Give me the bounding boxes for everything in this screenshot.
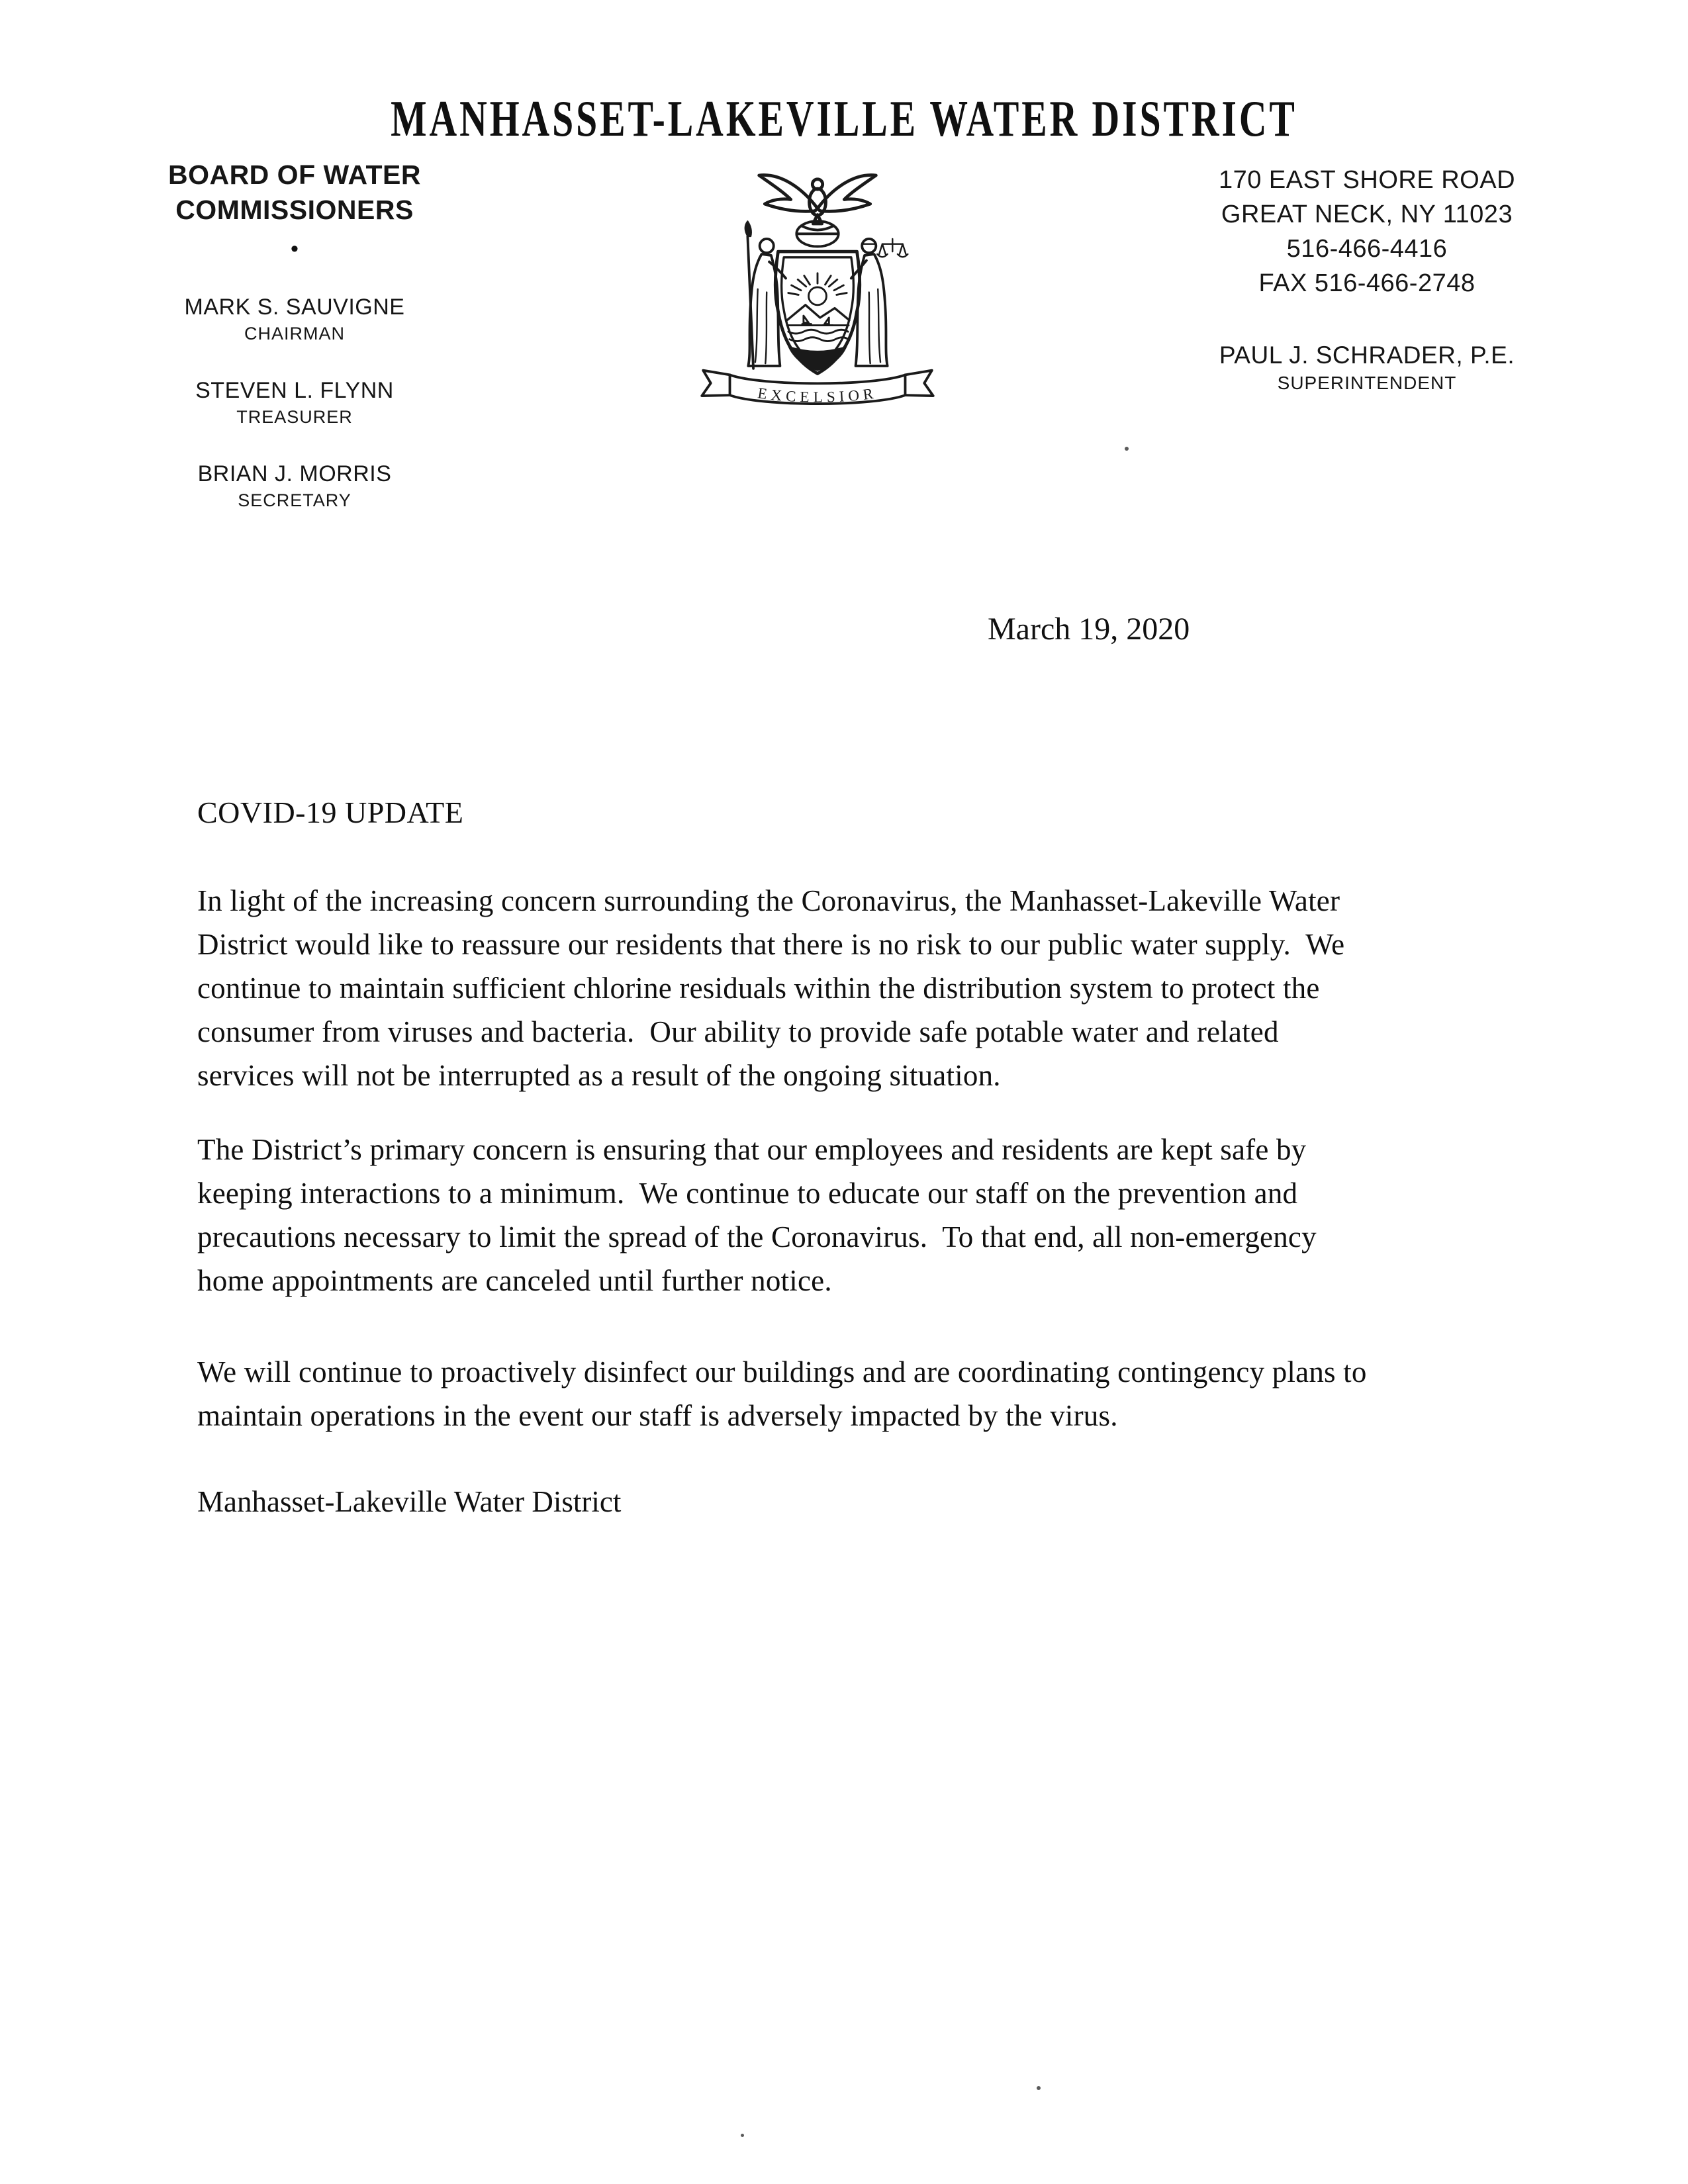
paragraph-line: services will not be interrupted as a result of the ongoing situation. <box>197 1059 1001 1092</box>
board-of-commissioners-column <box>149 158 440 512</box>
paragraph-line: We will continue to proactively disinfect our buildings and are coordinating contingency plans to <box>197 1355 1367 1388</box>
svg-text:EXCELSIOR <box>757 384 878 405</box>
letter-body <box>197 794 1495 1524</box>
board-member-title: CHAIRMAN <box>244 324 345 343</box>
paragraph-line: consumer from viruses and bacteria. Our ability to provide safe potable water and related <box>197 1015 1279 1048</box>
paragraph-line: keeping interactions to a minimum. We continue to educate our staff on the prevention and <box>197 1177 1298 1210</box>
shield-icon <box>775 251 860 373</box>
address-line1: 170 EAST SHORE ROAD <box>1218 166 1516 194</box>
board-heading-line1: BOARD OF WATER <box>167 159 422 190</box>
phone-number: 516-466-4416 <box>1286 235 1448 263</box>
body-paragraph-2 <box>197 1128 1495 1302</box>
body-paragraph-3 <box>197 1350 1495 1437</box>
paragraph-line: maintain operations in the event our staff is adversely impacted by the virus. <box>197 1399 1118 1432</box>
letterhead-title-row <box>0 91 1688 148</box>
subject-line: COVID-19 UPDATE <box>197 796 464 829</box>
river-boats-icon <box>787 316 849 341</box>
seal-motto-text: EXCELSIOR <box>757 384 878 406</box>
excelsior-banner <box>702 371 933 406</box>
sun-icon <box>788 273 847 305</box>
shield-base <box>788 345 847 371</box>
fax-number: FAX 516-466-2748 <box>1258 269 1476 297</box>
board-member-title: TREASURER <box>236 407 353 427</box>
board-member <box>149 293 440 345</box>
bullet-separator: • <box>291 236 299 261</box>
paragraph-line: continue to maintain sufficient chlorine residuals within the distribution system to protect the <box>197 972 1320 1005</box>
scan-speck <box>1037 2086 1041 2090</box>
scan-speck <box>741 2134 744 2137</box>
superintendent-block <box>1137 340 1597 396</box>
ny-state-coat-of-arms <box>690 156 945 416</box>
board-member-title: SECRETARY <box>238 490 352 510</box>
paragraph-line: The District’s primary concern is ensuring that our employees and residents are kept safe by <box>197 1133 1307 1166</box>
liberty-figure-icon <box>745 221 786 369</box>
mountains-icon <box>787 305 849 320</box>
district-seal-image <box>690 156 945 416</box>
superintendent-name: PAUL J. SCHRADER, P.E. <box>1219 341 1515 369</box>
paragraph-line: precautions necessary to limit the spread of the Coronavirus. To that end, all non-emergency <box>197 1220 1317 1253</box>
district-title: MANHASSET-LAKEVILLE WATER DISTRICT <box>391 90 1297 148</box>
contact-column <box>1137 163 1597 396</box>
scan-speck <box>1125 447 1129 451</box>
signature-line: Manhasset-Lakeville Water District <box>197 1485 622 1518</box>
board-heading <box>149 158 440 228</box>
letter-date: March 19, 2020 <box>988 612 1190 647</box>
board-heading-line2: COMMISSIONERS <box>175 195 414 225</box>
scales-icon <box>877 239 908 257</box>
paragraph-line: District would like to reassure our residents that there is no risk to our public water supply. We <box>197 928 1345 961</box>
address-line2: GREAT NECK, NY 11023 <box>1221 201 1513 228</box>
board-member <box>149 376 440 429</box>
board-member-name: BRIAN J. MORRIS <box>197 461 392 486</box>
eagle-icon <box>759 175 876 224</box>
board-member-name: MARK S. SAUVIGNE <box>184 295 405 320</box>
superintendent-title: SUPERINTENDENT <box>1277 373 1457 393</box>
board-member <box>149 459 440 512</box>
paragraph-line: In light of the increasing concern surrounding the Coronavirus, the Manhasset-Lakeville Water <box>197 884 1340 917</box>
board-member-name: STEVEN L. FLYNN <box>195 378 394 403</box>
body-paragraph-1 <box>197 879 1495 1097</box>
paragraph-line: home appointments are canceled until further notice. <box>197 1264 832 1297</box>
